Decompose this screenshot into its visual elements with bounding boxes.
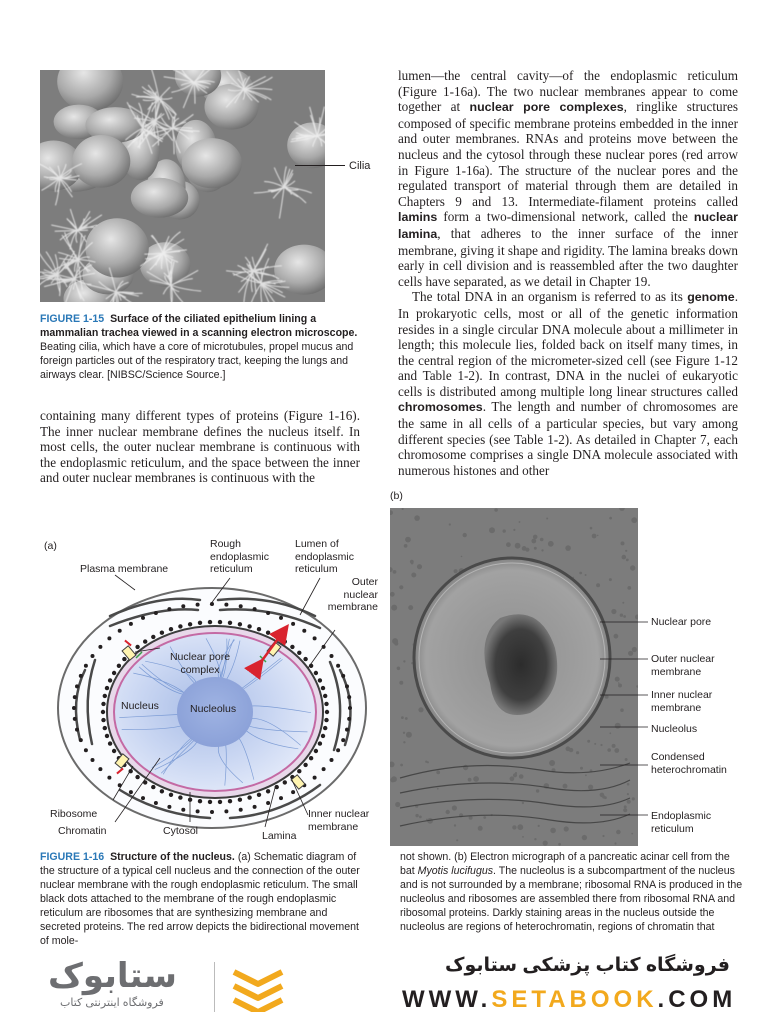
website-url[interactable]: WWW.SETABOOK.COM — [402, 986, 737, 1013]
label-lumen-er: Lumen of endoplasmic reticulum — [295, 538, 354, 575]
species-name: Myotis lucifugus — [417, 865, 494, 877]
label-rough-er: Rough endoplasmic reticulum — [210, 538, 269, 575]
logo-text: ستابوک — [48, 957, 177, 995]
setabook-logo — [40, 957, 200, 1016]
term-chromosomes: chromosomes — [398, 400, 483, 415]
figure-1-16-caption-left — [40, 850, 370, 948]
cilia-micrograph-image — [40, 70, 325, 302]
figure-1-16-title: Structure of the nucleus. — [110, 851, 235, 863]
label-ribosome: Ribosome — [50, 808, 98, 820]
right-paragraph-1: lumen—the central cavity—of the endoplasmic reticulum (Figure 1-16a). The two nuclear membranes appear to come together at nuclear pore complexes, ringlike structures composed of specific membrane proteins embedded in the inner and outer membranes. RNAs and proteins move between the nucleus and the cytosol through these nuclear pores (red arrow in Figure 1-16a). The structure of the nuclear pores and the regulated transport of material through them are detailed in Chapters 9 and 13. Intermediate-filament proteins called lamins form a two-dimensional network, called the nuclear lamina, that adheres to the inner surface of the inner membrane, giving it shape and rigidity. The lamina breaks down early in cell division and is reassembled after the two daughter cells have separated, as we detail in Chapter 19. — [398, 68, 738, 289]
cilia-micrograph — [40, 70, 325, 302]
label-nucleolus: Nucleolus — [190, 703, 237, 715]
figure-1-15-body: Beating cilia, which have a core of microtubules, propel mucus and foreign particles out of the respiratory tract, keeping the lungs and airways clear. [NIBSC/Science Source.] — [40, 341, 354, 381]
panel-a-label: (a) — [44, 540, 57, 552]
persian-store-title: فروشگاه کتاب پزشکی ستابوک — [444, 955, 730, 976]
label-nucleus: Nucleus — [121, 700, 159, 712]
book-stack-icon — [228, 964, 288, 1012]
label-outer-nuclear-membrane: Outer nuclear membrane — [327, 576, 378, 613]
label-b-nucleolus: Nucleolus — [651, 723, 698, 735]
label-b-inner-nuclear-membrane: Inner nuclear membrane — [651, 689, 713, 714]
term-nuclear-pore-complexes: nuclear pore complexes — [469, 100, 624, 115]
figure-1-15-title: Surface of the ciliated epithelium lining a mammalian trachea viewed in a scanning electron microscope. — [40, 313, 358, 339]
url-domain: SETABOOK — [491, 986, 658, 1013]
label-lamina: Lamina — [262, 830, 297, 842]
figure-1-16-number: FIGURE 1-16 — [40, 851, 105, 863]
left-column-text — [40, 408, 360, 486]
label-b-outer-nuclear-membrane: Outer nuclear membrane — [651, 653, 715, 678]
term-genome: genome — [687, 290, 735, 305]
label-b-endoplasmic-reticulum: Endoplasmic reticulum — [651, 810, 712, 835]
label-nuclear-pore-complex: Nuclear pore complex — [169, 651, 231, 676]
cilia-leader-line — [295, 165, 345, 166]
right-column-text — [398, 68, 738, 478]
logo-divider — [214, 962, 215, 1012]
label-cytosol: Cytosol — [163, 825, 199, 837]
cilia-label: Cilia — [349, 160, 371, 172]
left-paragraph: containing many different types of proteins (Figure 1-16). The inner nuclear membrane defines the nucleus itself. In most cells, the outer nuclear membrane is continuous with the endoplasmic reticulum, and the space between the inner and outer nuclear membranes is continuous with the — [40, 408, 360, 486]
term-nuclear-lamina: nuclear lamina — [398, 210, 738, 241]
label-inner-nuclear-membrane: Inner nuclear membrane — [308, 808, 370, 833]
term-lamins: lamins — [398, 210, 438, 225]
figure-1-16-left-body: (a) Schematic diagram of the structure of a typical cell nucleus and the connection of the outer nuclear membrane with the rough endoplasmic reticulum. The small black dots attached to the membrane of the rough endoplasmic reticulum are ribosomes that are synthesizing membrane and secreted proteins. The red arrow depicts the bidirectional movement of mole- — [40, 851, 360, 947]
right-paragraph-2: The total DNA in an organism is referred to as its genome. In prokaryotic cells, most or all of the genetic information resides in a single circular DNA molecule about a millimeter in length; this molecule lies, folded back on itself many times, in the central region of the micrometer-sized cell (see Figure 1-12 and Table 1-2). In contrast, DNA in the nuclei of eukaryotic cells is distributed among multiple long linear structures called chromosomes. The length and number of chromosomes are the same in all cells of a particular species, but vary among different species (see Table 1-2). As detailed in Chapter 7, each chromosome comprises a single DNA molecule associated with numerous histones and other — [398, 289, 738, 478]
figure-1-16-caption-right: not shown. (b) Electron micrograph of a pancreatic acinar cell from the bat Myotis lucifugus. The nucleolus is a subcompartment of the nucleus and is not surrounded by a membrane; ribosomal RNA is produced in the nucleolus and ribosomes are assembled there from ribosomal RNA and ribosomal proteins. Darkly staining areas in the nucleus outside the nucleolus are regions of heterochromatin, regions of chromatin that — [400, 851, 743, 933]
logo-subtitle: فروشگاه اینترنتی کتاب — [60, 997, 164, 1009]
label-b-nuclear-pore: Nuclear pore — [651, 616, 712, 628]
label-plasma-membrane: Plasma membrane — [80, 563, 169, 575]
footer-banner — [0, 950, 781, 1023]
label-b-condensed-heterochromatin: Condensed heterochromatin — [651, 751, 727, 776]
figure-1-15-caption — [40, 312, 358, 382]
label-chromatin: Chromatin — [58, 825, 107, 837]
figure-1-15-number: FIGURE 1-15 — [40, 313, 105, 325]
panel-b-label: (b) — [390, 490, 403, 502]
micrograph-leader-lines — [600, 615, 650, 825]
